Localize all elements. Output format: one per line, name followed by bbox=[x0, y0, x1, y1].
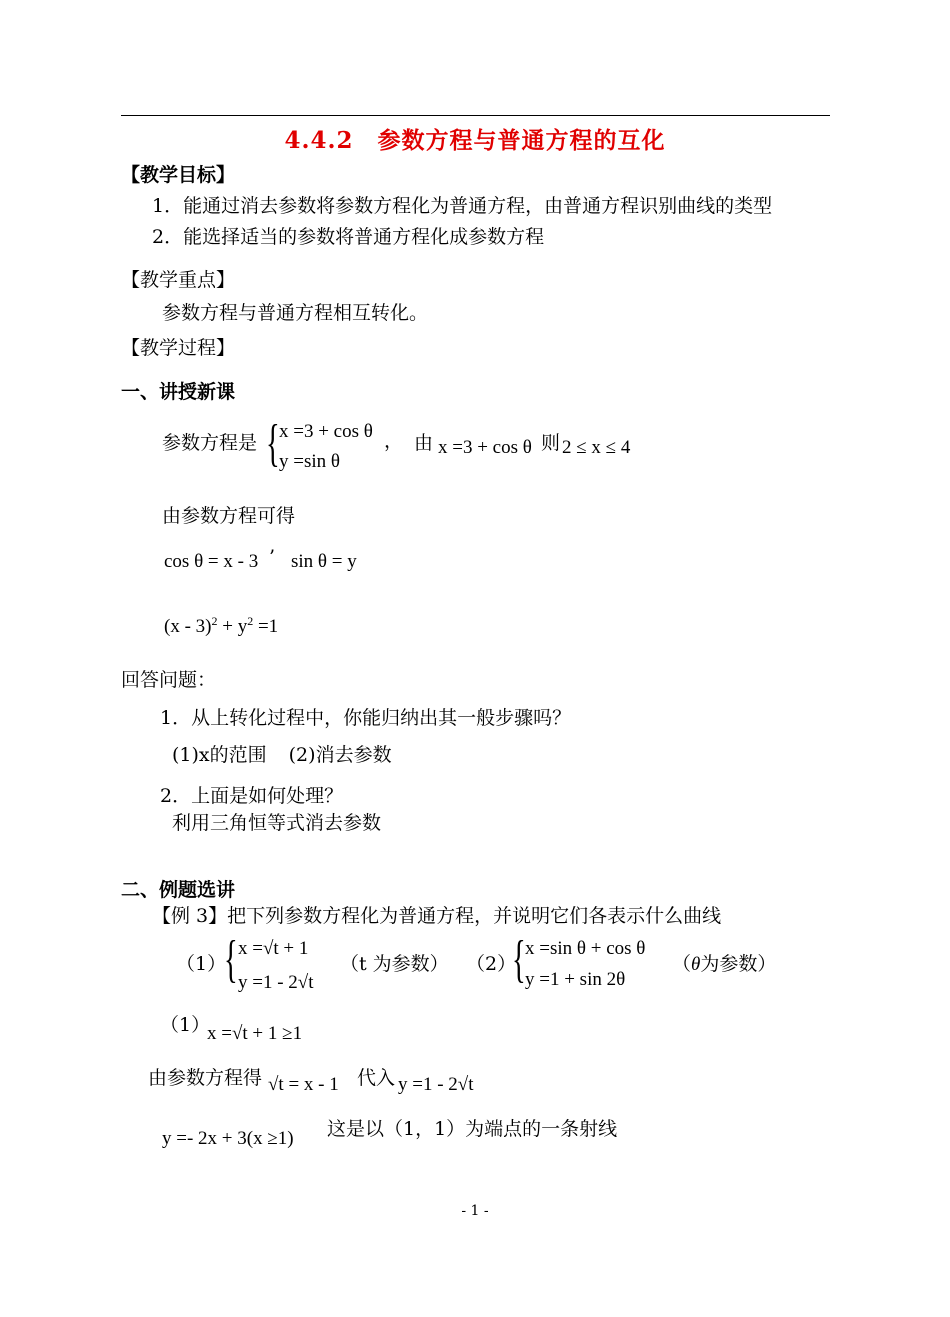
system-brace: { bbox=[224, 931, 238, 988]
example-3-statement: 【例 3】把下列参数方程化为普通方程，并说明它们各表示什么曲线 bbox=[152, 905, 722, 927]
process-heading: 【教学过程】 bbox=[121, 337, 236, 359]
p1-sin-equation: sin θ = y bbox=[291, 551, 357, 572]
p1-equation-y: y =sin θ bbox=[279, 451, 340, 472]
solution-description: 这是以（1，1）为端点的一条射线 bbox=[327, 1118, 618, 1140]
p1-intro: 参数方程是 bbox=[162, 432, 258, 454]
p1-from-text: 由参数方程可得 bbox=[162, 505, 296, 527]
solution-y-equation: y =1 - 2√t bbox=[398, 1074, 474, 1095]
question-2-answer: 利用三角恒等式消去参数 bbox=[172, 812, 382, 834]
example-3-1-param: （t 为参数） bbox=[340, 953, 449, 975]
p1-ze: 则 bbox=[541, 432, 561, 454]
solution-substitute-text: 代入 bbox=[357, 1067, 396, 1089]
header-rule bbox=[121, 115, 830, 116]
example-3-label-2: （2） bbox=[466, 953, 517, 975]
solution-x-range: x =√t + 1 ≥1 bbox=[207, 1023, 303, 1044]
p1-separator: ’ bbox=[269, 546, 276, 568]
example-3-label-1: （1） bbox=[176, 953, 227, 975]
p1-comma: ， bbox=[384, 430, 404, 452]
key-text: 参数方程与普通方程相互转化。 bbox=[162, 302, 429, 324]
example-3-1-x: x =√t + 1 bbox=[238, 938, 309, 959]
system-brace: { bbox=[266, 415, 280, 472]
p1-you: 由 bbox=[414, 432, 434, 454]
answer-heading: 回答问题： bbox=[121, 669, 217, 691]
page-number: - 1 - bbox=[461, 1203, 489, 1219]
goal-heading: 【教学目标】 bbox=[121, 164, 236, 186]
p1-equation-x: x =3 + cos θ bbox=[279, 421, 373, 442]
question-1-answer: (1)x的范围 (2)消去参数 bbox=[172, 744, 392, 766]
p1-range: 2 ≤ x ≤ 4 bbox=[562, 437, 631, 458]
p1-cos-equation: cos θ = x - 3 bbox=[164, 551, 259, 572]
solution-sqrt-equation: √t = x - 1 bbox=[268, 1074, 339, 1095]
part1-heading: 一、讲授新课 bbox=[121, 381, 236, 403]
solution-from-text: 由参数方程得 bbox=[148, 1067, 263, 1089]
question-2: 2．上面是如何处理？ bbox=[160, 785, 344, 807]
p1-circle-equation: $(x - 3)^2 + y^2 =1$ bbox=[164, 614, 279, 637]
example-3-2-param: （θ为参数） bbox=[672, 953, 777, 975]
goal-item-1: 1．能通过消去参数将参数方程化为普通方程，由普通方程识别曲线的类型 bbox=[152, 195, 773, 217]
example-3-2-y: y =1 + sin 2θ bbox=[525, 969, 626, 990]
p1-equation-x-repeat: x =3 + cos θ bbox=[438, 437, 532, 458]
system-brace: { bbox=[512, 931, 526, 988]
page-title: 4.4.2 参数方程与普通方程的互化 bbox=[284, 127, 666, 154]
example-3-2-x: x =sin θ + cos θ bbox=[525, 938, 646, 959]
solution-result-equation: y =- 2x + 3(x ≥1) bbox=[162, 1128, 294, 1149]
goal-item-2: 2．能选择适当的参数将普通方程化成参数方程 bbox=[152, 226, 545, 248]
example-3-1-y: y =1 - 2√t bbox=[238, 972, 314, 993]
part2-heading: 二、例题选讲 bbox=[121, 879, 236, 901]
solution-label-1: （1） bbox=[160, 1014, 211, 1036]
question-1: 1．从上转化过程中，你能归纳出其一般步骤吗？ bbox=[160, 707, 572, 729]
key-heading: 【教学重点】 bbox=[121, 269, 236, 291]
